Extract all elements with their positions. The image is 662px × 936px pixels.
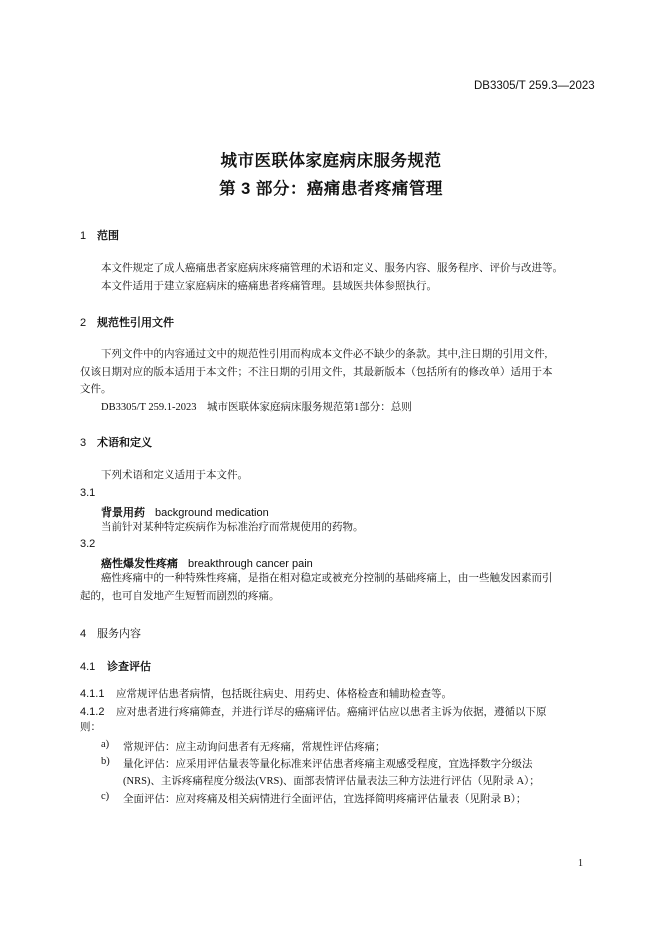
clause-4-1-1: [80, 686, 452, 701]
term-2-definition-line-1: 癌性疼痛中的一种特殊性疼痛，是指在相对稳定或被充分控制的基础疼痛上，由一些触发因素而引: [101, 573, 553, 584]
list-item-a-label: a): [101, 739, 110, 750]
term-2: [101, 555, 313, 571]
section-2-para-line-1: 下列文件中的内容通过文中的规范性引用而构成本文件必不缺少的条款。其中,注日期的引用文件,: [101, 349, 548, 360]
list-item-c-label: c): [101, 791, 110, 802]
page-number: 1: [578, 858, 583, 869]
section-1-heading: [80, 227, 119, 243]
title-line-1: 城市医联体家庭病床服务规范: [220, 152, 442, 170]
title-line-2: 第 3 部分：癌痛患者疼痛管理: [219, 180, 443, 198]
term-1-definition: 当前针对某种特定疾病作为标准治疗而常规使用的药物。: [101, 522, 364, 533]
section-4-number: 4: [80, 628, 87, 640]
list-item-a-text: 常规评估：应主动询问患者有无疼痛，常规性评估疼痛；: [123, 742, 386, 753]
list-item-b-label: b): [101, 756, 110, 767]
section-1-para-2: 本文件适用于建立家庭病床的癌痛患者疼痛管理。县域医共体参照执行。: [101, 281, 437, 292]
clause-4-1-2-number: 4.1.2: [80, 706, 105, 718]
term-2-number: 3.2: [80, 538, 96, 550]
section-1-para-1: 本文件规定了成人癌痛患者家庭病床疼痛管理的术语和定义、服务内容、服务程序、评价与改进等。: [101, 263, 563, 274]
subsection-4-1-number: 4.1: [80, 661, 96, 673]
section-4-heading: [80, 625, 141, 641]
list-item-b-text-line-2: (NRS)、主诉疼痛程度分级法(VRS)、面部表情评估量表法三种方法进行评估（见附录 A）；: [123, 776, 540, 787]
section-3-number: 3: [80, 437, 87, 449]
clause-4-1-1-number: 4.1.1: [80, 688, 105, 700]
clause-4-1-2-text-line-2: 则：: [80, 722, 101, 733]
term-2-en: breakthrough cancer pain: [188, 558, 313, 570]
section-2-para-line-3: 文件。: [80, 384, 112, 395]
subsection-4-1-heading: [80, 658, 151, 674]
section-2-number: 2: [80, 317, 87, 329]
section-3-title: 术语和定义: [97, 437, 152, 449]
subsection-4-1-title: 诊查评估: [107, 661, 151, 673]
clause-4-1-2-text-line-1: 应对患者进行疼痛筛查，并进行详尽的癌痛评估。癌痛评估应以患者主诉为依据，遵循以下原: [116, 707, 547, 718]
section-3-intro: 下列术语和定义适用于本文件。: [101, 470, 248, 481]
section-1-number: 1: [80, 230, 87, 242]
term-1-zh: 背景用药: [101, 507, 145, 519]
term-2-definition-line-2: 起的，也可自发地产生短暂而剧烈的疼痛。: [80, 591, 280, 602]
clause-4-1-2: [80, 704, 547, 719]
term-2-zh: 癌性爆发性疼痛: [101, 558, 178, 570]
clause-4-1-1-text: 应常规评估患者病情，包括既往病史、用药史、体格检查和辅助检查等。: [116, 689, 452, 700]
normative-reference: DB3305/T 259.1-2023 城市医联体家庭病床服务规范第1部分：总则: [101, 402, 412, 413]
list-item-c-text: 全面评估：应对疼痛及相关病情进行全面评估，宜选择简明疼痛评估量表（见附录 B）；: [123, 794, 527, 805]
list-item-b-text-line-1: 量化评估：应采用评估量表等量化标准来评估患者疼痛主观感受程度，宜选择数字分级法: [123, 759, 533, 770]
section-2-title: 规范性引用文件: [97, 317, 174, 329]
section-1-title: 范围: [97, 230, 119, 242]
term-1: [101, 504, 269, 520]
term-1-en: background medication: [155, 507, 269, 519]
section-3-heading: [80, 434, 152, 450]
term-1-number: 3.1: [80, 487, 96, 499]
section-4-title: 服务内容: [97, 628, 141, 640]
document-id: DB3305/T 259.3—2023: [474, 80, 595, 92]
section-2-heading: [80, 314, 174, 330]
section-2-para-line-2: 仅该日期对应的版本适用于本文件；不注日期的引用文件，其最新版本（包括所有的修改单）适用于本: [80, 367, 553, 378]
